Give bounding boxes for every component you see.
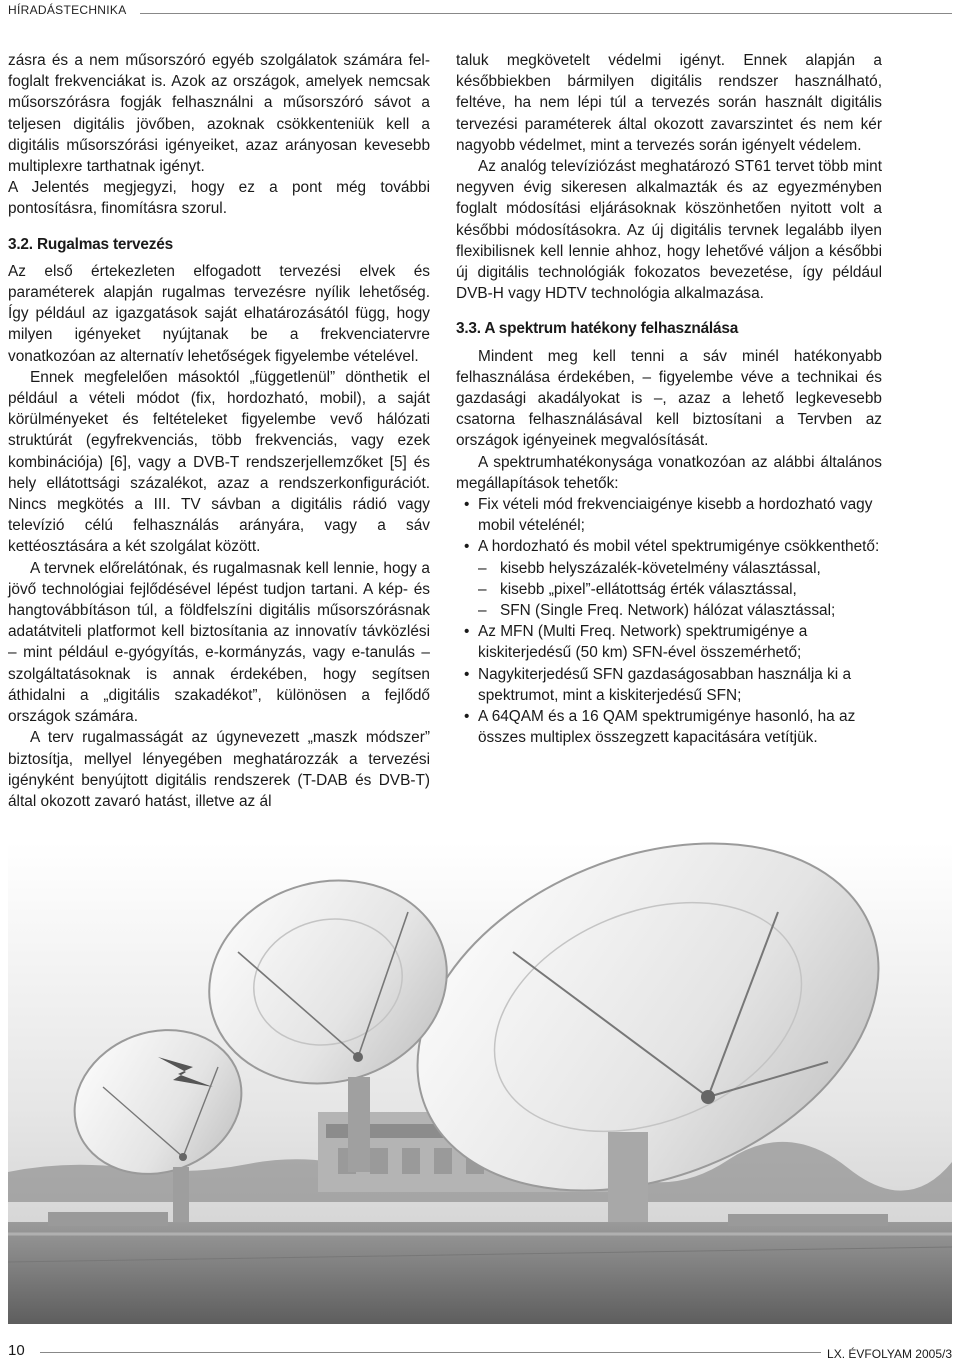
footer-rule bbox=[40, 1352, 952, 1353]
section-heading: 3.3. A spektrum hatékony felhasználása bbox=[456, 320, 739, 338]
list-item-text: A hordozható és mobil vétel spektrumigénye csökkenthető: bbox=[478, 538, 880, 556]
header-rule bbox=[140, 13, 952, 14]
satellite-dishes-illustration bbox=[8, 842, 952, 1324]
left-column bbox=[8, 50, 430, 812]
paragraph: Az első értekezleten elfogadott tervezési elvek és paraméterek alapján rugalmas tervezésre nyílik lehetőség. Így például az igazgatások saját elhatározásától függ, hogy milyen igényeket nyújtanak be a frekvenciatervre vonatkozóan az alternatív lehetőségek figyelembe vételével. bbox=[8, 262, 430, 365]
issue-label: LX. ÉVFOLYAM 2005/3 bbox=[821, 1347, 952, 1361]
list-item: • A 64QAM és a 16 QAM spektrumigénye hasonló, ha az összes multiplex összegzett kapacitására vetítjük. bbox=[456, 706, 882, 748]
paragraph: A tervnek előrelátónak, és rugalmasnak kell lennie, hogy a jövő technológiai fejlődésével lépést tudjon tartani. A kép- és hangtovábbításon túl, a földfelszíni digitális műsorszórásnak adatátviteli platformot kell biztosítania az innovatív távközlési – mint például e-gyógyítás, e-kormányzás, vagy e-tanulás – szolgáltatásoknak is annak érdekében, hogy segítsen áthidalni a „digitális szakadékot”, különösen a fejlődő országok számára. bbox=[8, 559, 430, 726]
right-column bbox=[456, 50, 882, 749]
paragraph: Az analóg televíziózást meghatározó ST61 tervet több mint negyven évig sikeresen alkalmazták és az egyezményben foglalt módosítási eljárásoknak köszönhetően nyitott volt a későbbi módosításokra. Az új digitális tervnek legalább ilyen flexibilisnek kell lennie ahhoz, hogy lehetővé váljon a későbbi új digitális technológiák fokozatos bevezetése, így például DVB-H vagy HDTV technológia alkalmazása. bbox=[456, 158, 882, 303]
sub-list-item: – SFN (Single Freq. Network) hálózat választással; bbox=[456, 600, 882, 621]
sub-list-item: – kisebb helyszázalék-követelmény választással, bbox=[456, 558, 882, 579]
bullet-list bbox=[456, 494, 882, 748]
paragraph: Mindent meg kell tenni a sáv minél hatékonyabb felhasználása érdekében, – figyelembe véve a technikai és gazdasági akadályokat is –, azaz a lehető legkevesebb csatorna felhasználásával kell biztosítani a Tervben az országok igényeinek megvalósítását. bbox=[456, 347, 882, 450]
list-item: • Az MFN (Multi Freq. Network) spektrumigénye a kiskiterjedésű (50 km) SFN-ével összemérhető; bbox=[456, 621, 882, 663]
paragraph: Ennek megfelelően másoktól „függetlenül” dönthetik el például a vételi módot (fix, hordozható, mobil), a saját körülményeket és feltételeket figyelembe vevő hálózati struktúrát (egyfrekvenciás, több frekvenciás, vagy ezek kombinációja) [6], vagy a DVB-T rendszerjellemzőket [5] és hely ellátottsági százalékot, azaz a rendszerkonfigurációt. Nincs megkötés a III. TV sávban a digitális rádió vagy televízió célú felhasználás arányára, vagy a sáv kettéosztására a két szolgálat között. bbox=[8, 368, 430, 556]
list-item: • Fix vételi mód frekvenciaigénye kisebb a hordozható vagy mobil vételénél; bbox=[456, 494, 882, 536]
list-item bbox=[456, 536, 882, 621]
paragraph: taluk megkövetelt védelmi igényt. Ennek alapján a későbbiekben bármilyen digitális rendszer használható, feltéve, ha nem lépi túl a tervezés során használt digitális tervezési paraméterek által okozott zavarszintet és nem kér nagyobb védelmet, mint a tervezés során igényelt védelem. bbox=[456, 52, 882, 154]
section-heading: 3.2. Rugalmas tervezés bbox=[8, 235, 173, 253]
list-item: • Nagykiterjedésű SFN gazdaságosabban használja ki a spektrumot, mint a kiskiterjedésű SFN; bbox=[456, 664, 882, 706]
paragraph: zásra és a nem műsorszóró egyéb szolgálatok számára felfoglalt frekvenciákat is. Azok az országok, amelyek nemcsak műsorszórásra fogják felhasználni a műsorszóró sávot a teljesen digitális jövőben, azoknak csökkenteniük kell a digitális műsorszórási igényeiket, azaz arányosan kevesebb multiplexre tarthatnak igényt. bbox=[8, 52, 430, 176]
page-number: 10 bbox=[8, 1342, 25, 1359]
paragraph: A terv rugalmasságát az úgynevezett „maszk módszer” biztosítja, mellyel lényegében meghatározzák a tervezési igényként benyújtott digitális rendszerek (T-DAB és DVB-T) által okozott zavaró hatást, illetve az ál bbox=[8, 729, 430, 810]
paragraph: A Jelentés megjegyzi, hogy ez a pont még további pontosításra, finomításra szorul. bbox=[8, 179, 430, 218]
satellite-dishes-photo bbox=[8, 842, 952, 1324]
section-label: HÍRADÁSTECHNIKA bbox=[8, 3, 127, 17]
sub-list bbox=[456, 558, 882, 622]
paragraph: A spektrumhatékonysága vonatkozóan az alábbi általános megállapítások tehetők: bbox=[456, 453, 882, 492]
sub-list-item: – kisebb „pixel”-ellátottság érték választással, bbox=[456, 579, 882, 600]
